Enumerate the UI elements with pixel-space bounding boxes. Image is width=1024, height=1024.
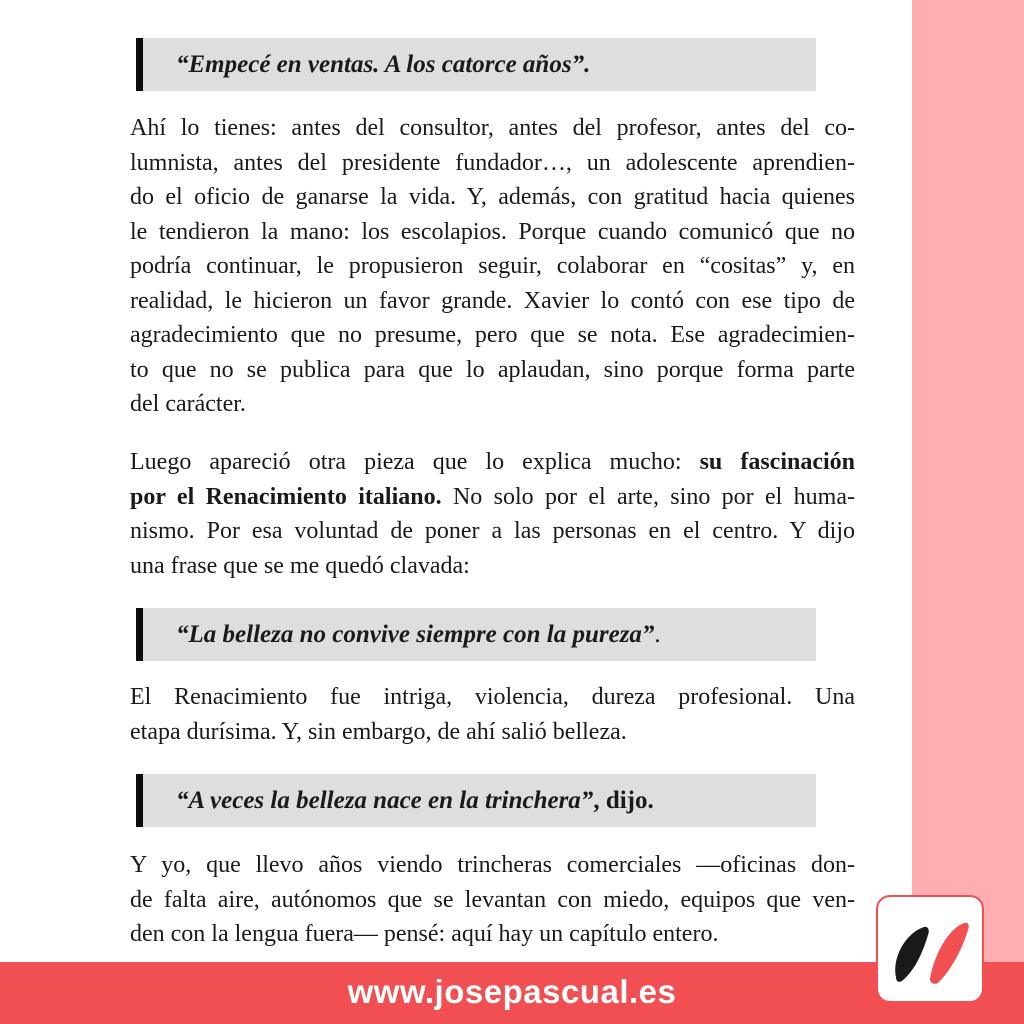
quote-bar <box>136 608 143 661</box>
paragraph-line: agradecimiento que no presume, pero que se nota. Ese agradecimien- <box>130 322 855 348</box>
paragraph-3 <box>130 680 855 749</box>
paragraph-text: Luego apareció otra pieza que lo explica mucho: <box>130 449 700 475</box>
pull-quote-1 <box>136 38 816 91</box>
paragraph-line: El Renacimiento fue intriga, violencia, dureza profesional. Una <box>130 684 855 710</box>
paragraph-line: podría continuar, le propusieron seguir, colaborar en “cositas” y, en <box>130 253 855 279</box>
paragraph-line: Y yo, que llevo años viendo trincheras comerciales —oficinas don- <box>130 852 855 878</box>
side-accent-strip <box>912 0 1024 962</box>
paragraph-line: do el oficio de ganarse la vida. Y, además, con gratitud hacia quienes <box>130 184 855 210</box>
paragraph-line: del carácter. <box>130 391 246 417</box>
paragraph-4 <box>130 848 855 952</box>
quote-italic-text: “A veces la belleza nace en la trinchera” <box>176 786 594 814</box>
paragraph-line: Ahí lo tienes: antes del consultor, antes del profesor, antes del co- <box>130 115 855 141</box>
paragraph-text: No solo por el arte, sino por el huma- <box>441 483 855 510</box>
paragraph-1 <box>130 111 855 422</box>
paragraph-2 <box>130 445 855 583</box>
paragraph-line: de falta aire, autónomos que se levantan con miedo, equipos que ven- <box>130 886 855 913</box>
paragraph-bold-text: por el Renacimiento italiano. <box>130 483 442 510</box>
quote-text <box>176 787 654 815</box>
paragraph-line: realidad, le hicieron un favor grande. Xavier lo contó con ese tipo de <box>130 287 855 314</box>
brand-logo-icon <box>876 895 984 1003</box>
paragraph-bold-text: su fascinación <box>699 449 856 475</box>
paragraph-line: nismo. Por esa voluntad de poner a las personas en el centro. Y dijo <box>130 518 855 544</box>
quote-italic-text: “La belleza no convive siempre con la pureza” <box>176 620 655 648</box>
paragraph-line: etapa durísima. Y, sin embargo, de ahí salió belleza. <box>130 718 627 745</box>
paragraph-line: una frase que se me quedó clavada: <box>130 552 470 579</box>
website-link[interactable]: www.josepascual.es <box>347 973 677 1010</box>
quote-tail-text: . <box>654 620 661 648</box>
pull-quote-2 <box>136 608 816 661</box>
pull-quote-3 <box>136 774 816 827</box>
paragraph-line: to que no se publica para que lo aplaudan, sino porque forma parte <box>130 356 855 383</box>
paragraph-line <box>130 480 855 515</box>
paragraph-line: le tendieron la mano: los escolapios. Porque cuando comunicó que no <box>130 218 855 245</box>
footer-banner <box>0 962 1024 1024</box>
logo-mark-icon <box>878 897 982 1001</box>
paragraph-line: den con la lengua fuera— pensé: aquí hay un capítulo entero. <box>130 921 719 947</box>
quote-tail-text: , dijo. <box>593 786 654 814</box>
paragraph-line <box>130 445 855 480</box>
quote-bar <box>136 38 143 91</box>
paragraph-line: lumnista, antes del presidente fundador…, un adolescente aprendien- <box>130 149 855 176</box>
quote-text: “Empecé en ventas. A los catorce años”. <box>176 50 591 78</box>
quote-bar <box>136 774 143 827</box>
quote-text <box>176 621 661 649</box>
